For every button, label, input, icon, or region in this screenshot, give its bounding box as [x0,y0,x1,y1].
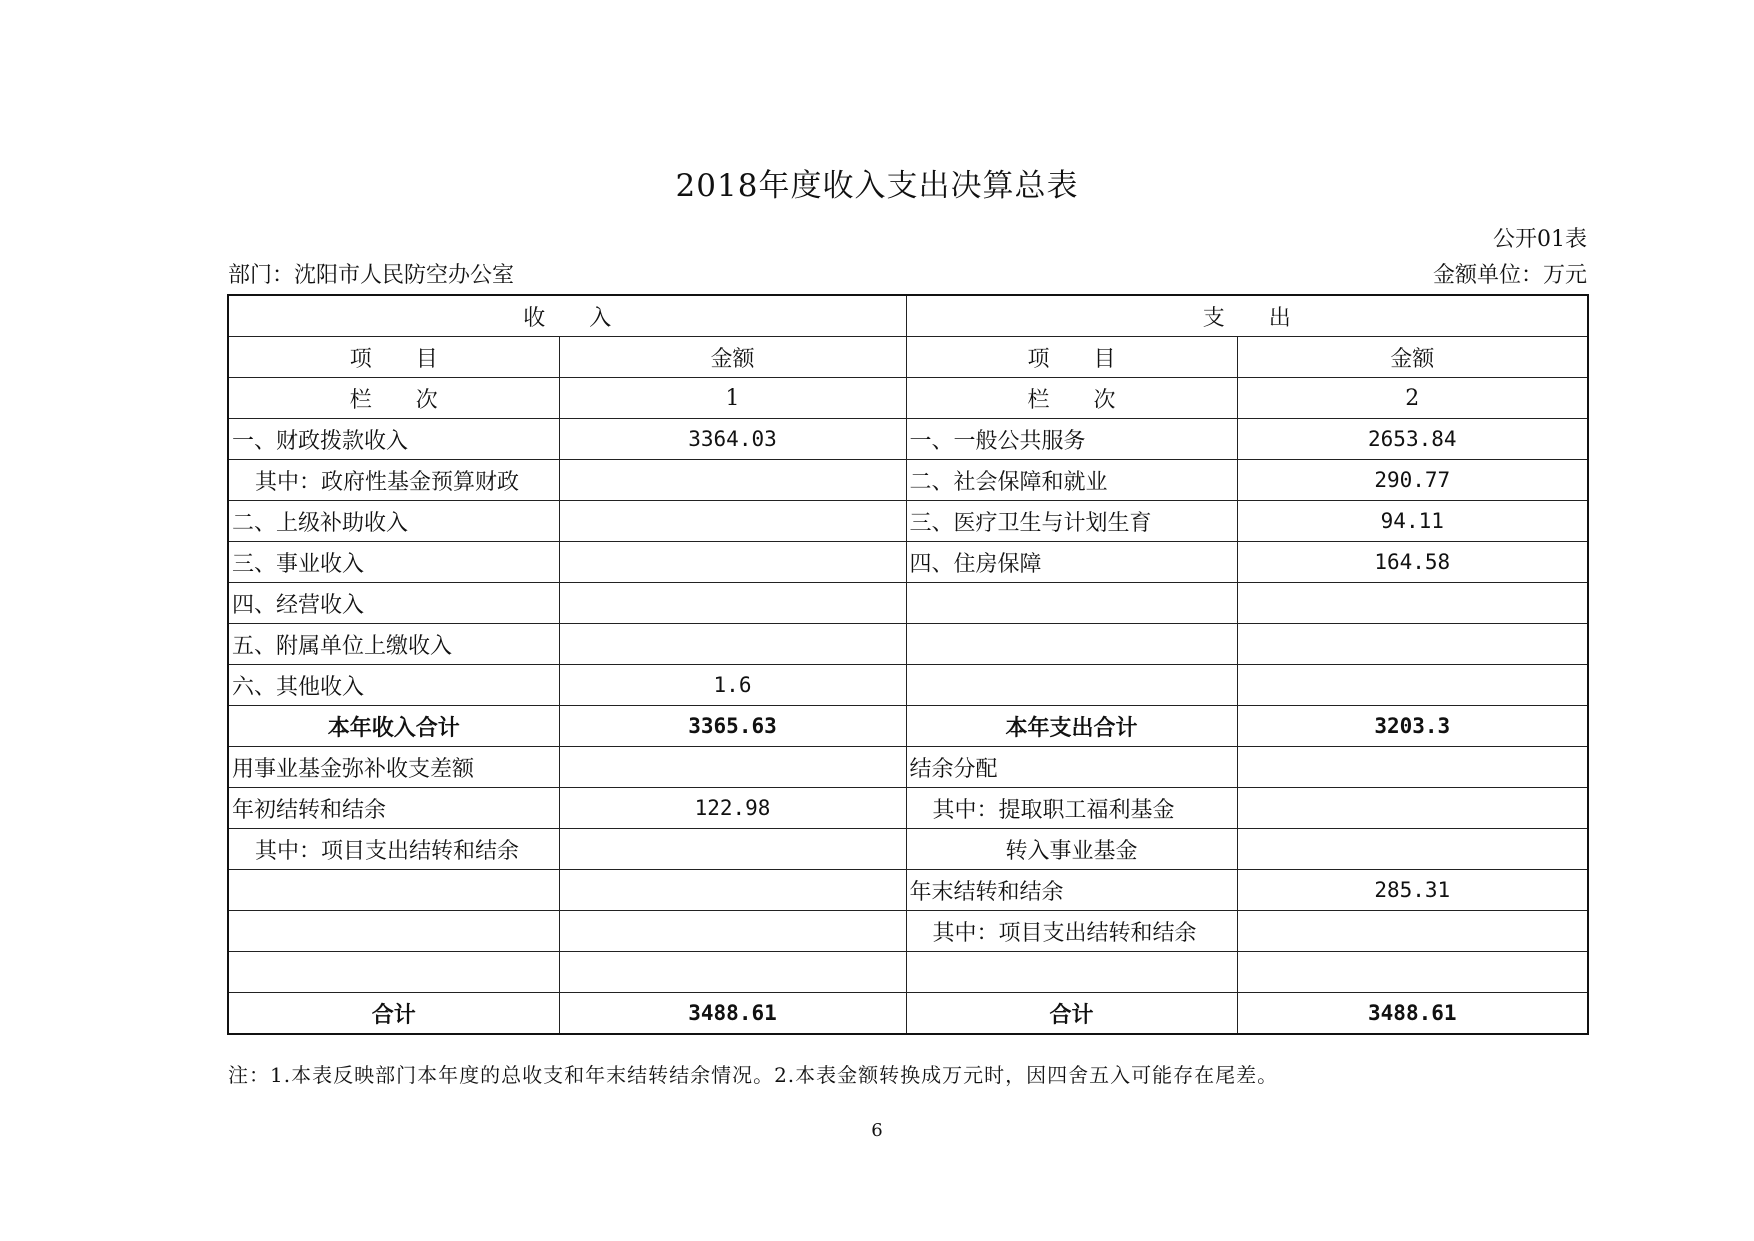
grand-total-row [228,993,1588,1035]
expense-amount [1237,829,1588,870]
table-header-row [228,337,1588,378]
table-row [228,788,1588,829]
income-item: 年初结转和结余 [228,788,559,829]
page-title: 2018年度收入支出决算总表 [675,168,1079,204]
income-year-total-amount: 3365.63 [559,706,906,747]
table-header-row [228,295,1588,337]
year-total-row [228,706,1588,747]
expense-item [906,952,1237,993]
income-amount: 1.6 [559,665,906,706]
expense-item [906,583,1237,624]
expense-amount: 290.77 [1237,460,1588,501]
column-label: 栏 次 [906,378,1237,419]
income-item [228,952,559,993]
income-amount: 122.98 [559,788,906,829]
expense-year-total-amount: 3203.3 [1237,706,1588,747]
expense-item: 其中：项目支出结转和结余 [906,911,1237,952]
income-item: 其中：政府性基金预算财政 [228,460,559,501]
table-row [228,542,1588,583]
expense-grand-total-label: 合计 [906,993,1237,1035]
table-row [228,829,1588,870]
table-header-row [228,378,1588,419]
income-item: 用事业基金弥补收支差额 [228,747,559,788]
income-amount [559,829,906,870]
income-amount [559,952,906,993]
table-row [228,911,1588,952]
expense-item: 三、医疗卫生与计划生育 [906,501,1237,542]
income-amount [559,747,906,788]
income-amount [559,501,906,542]
income-item [228,870,559,911]
income-header: 收 入 [228,295,906,337]
budget-summary-table [227,294,1589,1035]
expense-item: 转入事业基金 [906,829,1237,870]
expense-year-total-label: 本年支出合计 [906,706,1237,747]
expense-header: 支 出 [906,295,1588,337]
expense-amount-header: 金额 [1237,337,1588,378]
expense-amount: 94.11 [1237,501,1588,542]
table-row [228,624,1588,665]
income-item: 其中：项目支出结转和结余 [228,829,559,870]
table-row [228,747,1588,788]
table-row [228,419,1588,460]
income-column-number: 1 [559,378,906,419]
income-item: 一、财政拨款收入 [228,419,559,460]
table-row [228,952,1588,993]
expense-amount [1237,624,1588,665]
income-amount: 3364.03 [559,419,906,460]
form-number: 公开01表 [1493,227,1587,252]
table-row [228,460,1588,501]
table-row [228,870,1588,911]
expense-item: 四、住房保障 [906,542,1237,583]
income-year-total-label: 本年收入合计 [228,706,559,747]
department-label: 部门：沈阳市人民防空办公室 [228,263,515,288]
expense-amount [1237,665,1588,706]
amount-unit-label: 金额单位：万元 [1432,263,1587,288]
expense-amount [1237,747,1588,788]
expense-item-header: 项 目 [906,337,1237,378]
expense-item [906,624,1237,665]
expense-amount: 285.31 [1237,870,1588,911]
expense-amount: 2653.84 [1237,419,1588,460]
table-row [228,665,1588,706]
income-item-header: 项 目 [228,337,559,378]
expense-item [906,665,1237,706]
column-label: 栏 次 [228,378,559,419]
table-note: 注：1.本表反映部门本年度的总收支和年末结转结余情况。2.本表金额转换成万元时，因四舍五入可能存在尾差。 [228,1063,1279,1087]
expense-amount [1237,788,1588,829]
income-item [228,911,559,952]
income-amount [559,911,906,952]
income-amount [559,870,906,911]
income-item: 四、经营收入 [228,583,559,624]
page-number: 6 [871,1120,883,1141]
income-item: 五、附属单位上缴收入 [228,624,559,665]
expense-item: 结余分配 [906,747,1237,788]
expense-item: 一、一般公共服务 [906,419,1237,460]
table-row [228,501,1588,542]
expense-amount [1237,911,1588,952]
expense-amount [1237,952,1588,993]
expense-column-number: 2 [1237,378,1588,419]
expense-item: 二、社会保障和就业 [906,460,1237,501]
income-item: 二、上级补助收入 [228,501,559,542]
income-amount-header: 金额 [559,337,906,378]
income-amount [559,542,906,583]
income-amount [559,460,906,501]
expense-amount: 164.58 [1237,542,1588,583]
income-grand-total-label: 合计 [228,993,559,1035]
income-item: 六、其他收入 [228,665,559,706]
expense-item: 年末结转和结余 [906,870,1237,911]
income-item: 三、事业收入 [228,542,559,583]
expense-item: 其中：提取职工福利基金 [906,788,1237,829]
income-grand-total-amount: 3488.61 [559,993,906,1035]
table-row [228,583,1588,624]
expense-amount [1237,583,1588,624]
income-amount [559,583,906,624]
expense-grand-total-amount: 3488.61 [1237,993,1588,1035]
income-amount [559,624,906,665]
